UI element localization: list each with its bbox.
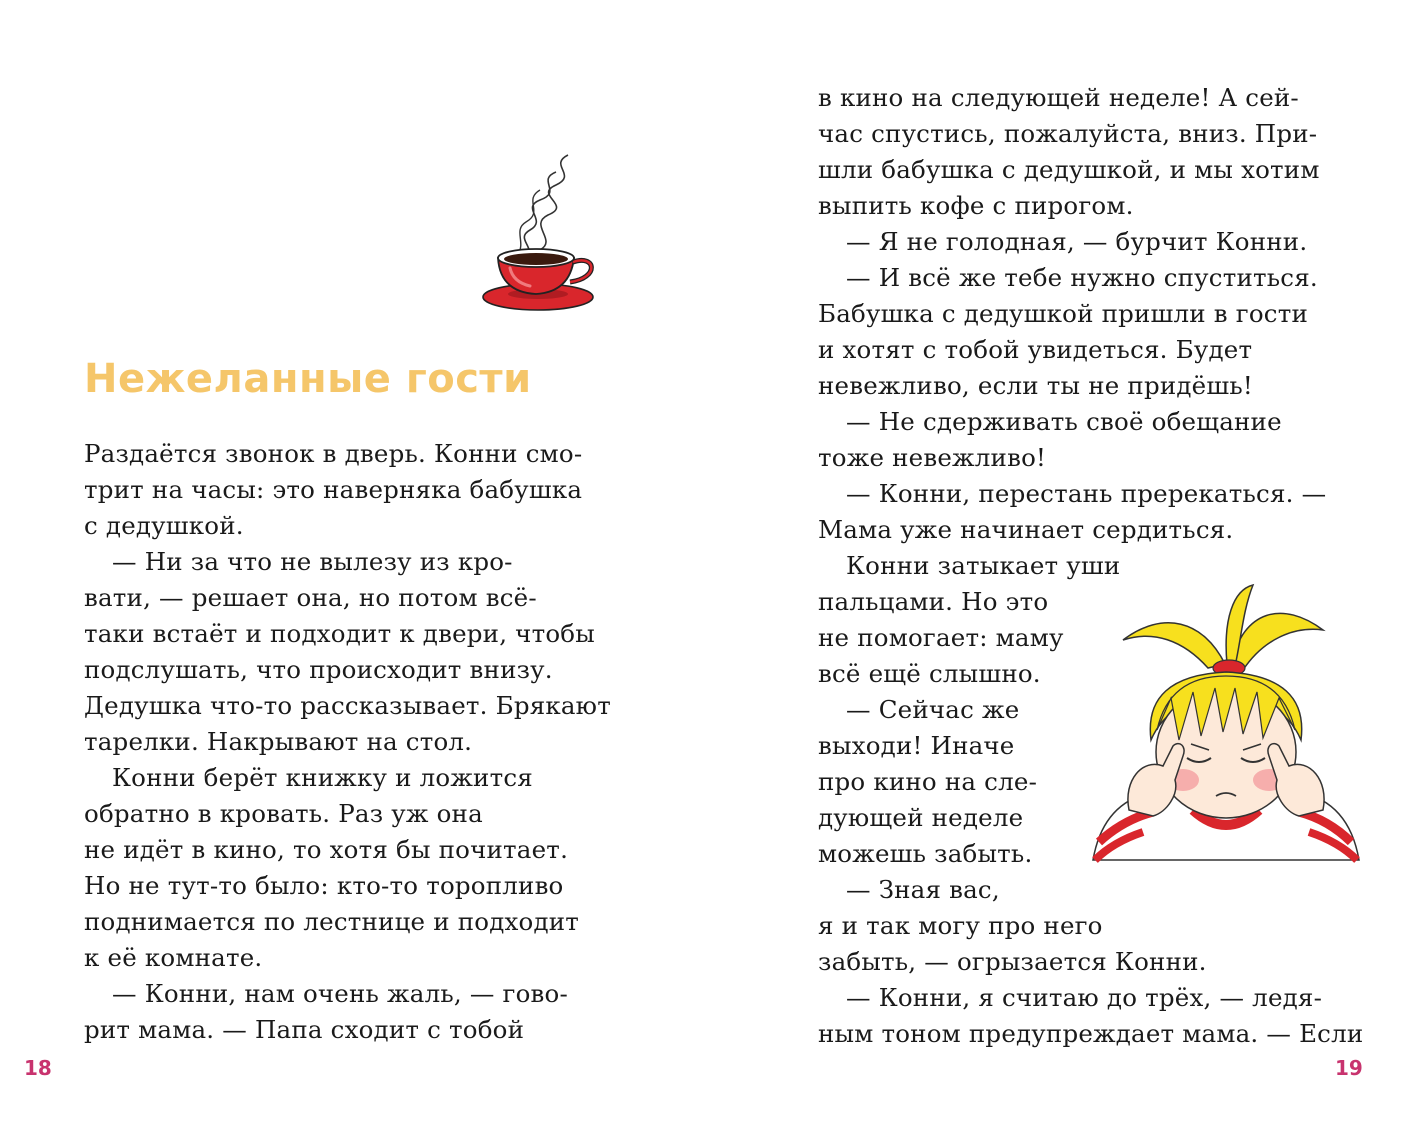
page-number: 18 — [24, 1056, 52, 1080]
text-line: невежливо, если ты не придёшь! — [818, 371, 1253, 400]
text-line: можешь забыть. — [818, 839, 1033, 868]
text-line: — Ни за что не вылезу из кро- — [112, 547, 513, 576]
text-line: — Я не голодная, — бурчит Конни. — [846, 227, 1308, 256]
text-line: всё ещё слышно. — [818, 659, 1041, 688]
text-line: я и так могу про него — [818, 911, 1103, 940]
text-line: таки встаёт и подходит к двери, чтобы — [84, 619, 595, 648]
text-line: дующей неделе — [818, 803, 1024, 832]
text-line: подслушать, что происходит внизу. — [84, 655, 553, 684]
text-line: трит на часы: это наверняка бабушка — [84, 475, 583, 504]
text-line: вати, — решает она, но потом всё- — [84, 583, 537, 612]
text-line: поднимается по лестнице и подходит — [84, 907, 580, 936]
text-line: забыть, — огрызается Конни. — [818, 947, 1207, 976]
text-line: Но не тут-то было: кто-то торопливо — [84, 871, 564, 900]
text-line: к её комнате. — [84, 943, 263, 972]
text-line: тарелки. Накрывают на стол. — [84, 727, 473, 756]
text-line: в кино на следующей неделе! А сей- — [818, 83, 1299, 112]
text-line: не идёт в кино, то хотя бы почитает. — [84, 835, 569, 864]
text-line: тоже невежливо! — [818, 443, 1047, 472]
chapter-title: Нежеланные гости — [84, 356, 532, 402]
text-line: ным тоном предупреждает мама. — Если — [818, 1019, 1364, 1048]
coffee-cup-icon — [478, 150, 598, 315]
text-line: Раздаётся звонок в дверь. Конни смо- — [84, 439, 583, 468]
text-line: не помогает: маму — [818, 623, 1064, 652]
text-line: — Конни, я считаю до трёх, — ледя- — [846, 983, 1323, 1012]
right-page — [705, 0, 1410, 1128]
text-line: с дедушкой. — [84, 511, 244, 540]
text-line: Конни затыкает уши — [846, 551, 1121, 580]
text-line: выходи! Иначе — [818, 731, 1015, 760]
text-line: — Сейчас же — [846, 695, 1020, 724]
text-line: шли бабушка с дедушкой, и мы хотим — [818, 155, 1320, 184]
text-line: Конни берёт книжку и ложится — [112, 763, 533, 792]
text-line: — И всё же тебе нужно спуститься. — [846, 263, 1318, 292]
text-line: Бабушка с дедушкой пришли в гости — [818, 299, 1308, 328]
text-line: рит мама. — Папа сходит с тобой — [84, 1015, 525, 1044]
text-line: час спустись, пожалуйста, вниз. При- — [818, 119, 1318, 148]
text-line: — Конни, нам очень жаль, — гово- — [112, 979, 568, 1008]
text-line: Дедушка что-то рассказывает. Брякают — [84, 691, 611, 720]
page-number: 19 — [1335, 1056, 1363, 1080]
text-line: и хотят с тобой увидеться. Будет — [818, 335, 1253, 364]
girl-covering-ears-illustration — [1083, 580, 1369, 870]
text-line: — Зная вас, — [846, 875, 1000, 904]
text-line: про кино на сле- — [818, 767, 1038, 796]
text-line: обратно в кровать. Раз уж она — [84, 799, 483, 828]
text-line: выпить кофе с пирогом. — [818, 191, 1134, 220]
text-line: пальцами. Но это — [818, 587, 1049, 616]
text-line: — Не сдерживать своё обещание — [846, 407, 1282, 436]
text-line: Мама уже начинает сердиться. — [818, 515, 1234, 544]
text-line: — Конни, перестань пререкаться. — — [846, 479, 1327, 508]
